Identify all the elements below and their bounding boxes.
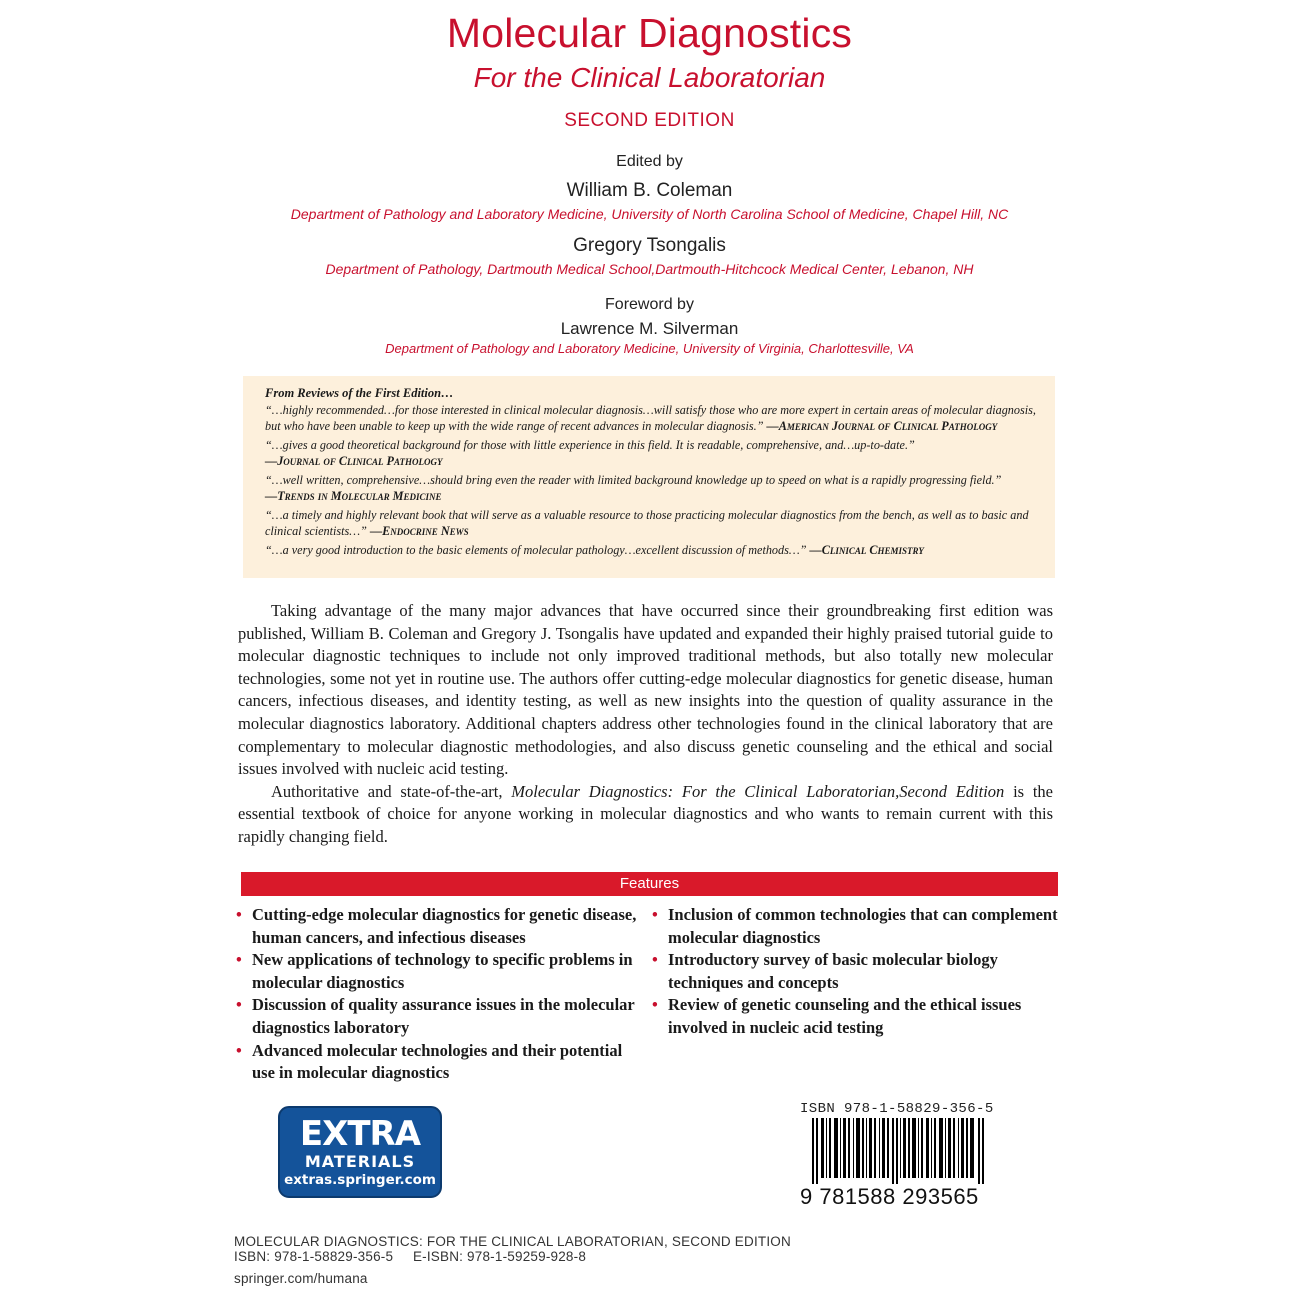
edition-label: SECOND EDITION [564, 110, 735, 131]
badge-url-text: extras.springer.com [284, 1172, 436, 1188]
review-source: —American Journal of Clinical Pathology [766, 419, 998, 433]
features-heading: Features [241, 872, 1058, 896]
review-source: —Clinical Chemistry [809, 543, 924, 557]
review-quote: “…a very good introduction to the basic elements of molecular pathology…excellent discussion of methods…” —Clinical Chemistry [265, 543, 924, 557]
book-description [238, 600, 1053, 849]
review-quote: “…gives a good theoretical background for those with little experience in this field. It is readable, comprehensive, and…up-to-date.” —Journal of Clinical Pathology [265, 438, 915, 468]
list-item: • Introductory survey of basic molecular biology techniques and concepts [652, 950, 998, 992]
badge-extra-text: EXTRA [299, 1114, 421, 1154]
list-item: • Advanced molecular technologies and their potential use in molecular diagnostics [236, 1040, 623, 1083]
list-item: • Cutting-edge molecular diagnostics for genetic disease, human cancers, and infectious diseases [236, 905, 637, 947]
list-item: • Inclusion of common technologies that can complement molecular diagnostics [652, 905, 1058, 947]
book-subtitle: For the Clinical Laboratorian [473, 62, 826, 93]
book-title-italic: Molecular Diagnostics: For the Clinical Laboratorian,Second Edition [511, 781, 1005, 801]
foreword-author: Lawrence M. Silverman [560, 319, 739, 338]
bullet-icon: • [236, 1040, 242, 1060]
review-quote: “…well written, comprehensive…should bring even the reader with limited background knowledge up to speed on what is a rapidly progressing field.” —Trends in Molecular Medicine [265, 473, 1002, 503]
footer-isbn: ISBN: 978-1-58829-356-5 E-ISBN: 978-1-59259-928-8 [234, 1249, 587, 1264]
bullet-icon: • [652, 905, 658, 924]
review-source: —Journal of Clinical Pathology [265, 454, 443, 468]
footer-url-link[interactable]: springer.com/humana [234, 1271, 368, 1286]
bullet-icon: • [236, 950, 242, 970]
review-quote: “…a timely and highly relevant book that will serve as a valuable resource to those practicing molecular diagnostics from the bench, as well as to basic and clinical scientists…” —Endocrine News [265, 508, 1029, 538]
editor-affiliation-2: Department of Pathology, Dartmouth Medical School,Dartmouth-Hitchcock Medical Center, Lebanon, NH [325, 261, 974, 277]
barcode-digits: 9 781588 293565 [800, 1184, 979, 1209]
features-list-left [236, 904, 646, 1085]
review-source: —Trends in Molecular Medicine [265, 489, 442, 503]
review-quote: “…highly recommended…for those interested in clinical molecular diagnosis…will satisfy those who are more expert in certain areas of molecular diagnosis, but who have been unable to keep up with the wide range of recent advances in molecular diagnosis.” —American Journal of Clinical Pathology [265, 403, 1036, 433]
reviews-box [243, 376, 1055, 578]
list-item: • New applications of technology to specific problems in molecular diagnostics [236, 950, 633, 992]
reviews-heading: From Reviews of the First Edition… [265, 386, 454, 400]
review-source: —Endocrine News [369, 524, 469, 538]
list-item: • Review of genetic counseling and the ethical issues involved in nucleic acid testing [652, 995, 1022, 1037]
barcode-icon [812, 1118, 984, 1184]
editor-name-2: Gregory Tsongalis [573, 235, 726, 256]
foreword-by-label: Foreword by [605, 296, 694, 313]
book-title: Molecular Diagnostics [446, 10, 853, 56]
description-paragraph-2: Authoritative and state-of-the-art, Molecular Diagnostics: For the Clinical Laboratorian,Second Edition is the essential textbook of choice for anyone working in molecular diagnostics and who wants to remain current with this rapidly changing field. [238, 781, 1053, 846]
extra-materials-badge[interactable] [278, 1106, 442, 1198]
footer-title: MOLECULAR DIAGNOSTICS: FOR THE CLINICAL LABORATORIAN, SECOND EDITION [234, 1234, 791, 1249]
barcode-isbn-label: ISBN 978-1-58829-356-5 [800, 1101, 994, 1117]
bullet-icon: • [652, 995, 658, 1015]
bullet-icon: • [652, 950, 658, 970]
bullet-icon: • [236, 995, 242, 1015]
features-list-right [652, 904, 1062, 1040]
editor-name-1: William B. Coleman [566, 180, 733, 201]
editor-affiliation-1: Department of Pathology and Laboratory Medicine, University of North Carolina School of Medicine, Chapel Hill, NC [290, 206, 1009, 222]
badge-materials-text: MATERIALS [304, 1152, 416, 1171]
foreword-affiliation: Department of Pathology and Laboratory Medicine, University of Virginia, Charlottesville, VA [385, 341, 914, 356]
edited-by-label: Edited by [616, 153, 683, 170]
description-paragraph-1: Taking advantage of the many major advances that have occurred since their groundbreaking first edition was published, William B. Coleman and Gregory J. Tsongalis have updated and expanded their highly praised tutorial guide to molecular diagnostic techniques to include not only improved traditional methods, but also totally new molecular technologies, some not yet in routine use. The authors offer cutting-edge molecular diagnostics for genetic disease, human cancers, infectious diseases, and identity testing, as well as new insights into the question of quality assurance in the molecular diagnostics laboratory. Additional chapters address other technologies found in the clinical laboratory that are complementary to molecular diagnostic methodologies, and also discuss genetic counseling and the ethical and social issues involved with nucleic acid testing. [238, 601, 1053, 779]
bullet-icon: • [236, 905, 242, 924]
list-item: • Discussion of quality assurance issues in the molecular diagnostics laboratory [236, 995, 635, 1037]
